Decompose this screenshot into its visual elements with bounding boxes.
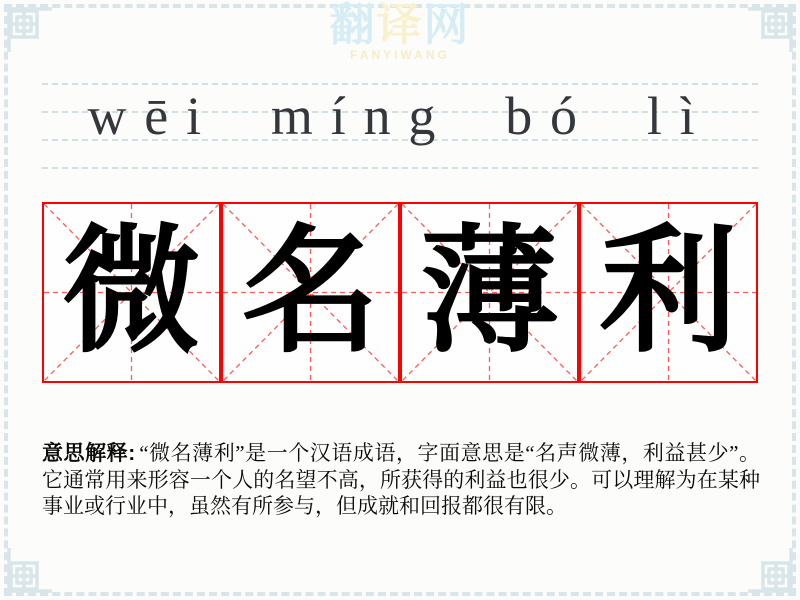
watermark-logo-text [329, 0, 471, 50]
meaning-explanation [42, 440, 760, 519]
pinyin-syllable-1: wēi [87, 86, 219, 146]
hanzi-character-3: 薄 [420, 215, 559, 369]
character-box-row [42, 202, 758, 383]
explanation-text: “微名薄利”是一个汉语成语，字面意思是“名声微薄，利益甚少”。它通常用来形容一个人的名望不高，所获得的利益也很少。可以理解为在某种事业或行业中，虽然有所参与，但成就和回报都很有限。 [42, 441, 761, 518]
watermark-subtext: FANYIWANG [350, 48, 450, 62]
character-box-1 [42, 202, 221, 383]
watermark-char-2: 译 [376, 0, 424, 50]
explanation-label: 意思解释: [42, 442, 136, 465]
fret-corner-top-right-icon [747, 3, 797, 53]
pinyin-syllable-3: bó [505, 86, 595, 146]
pinyin-text [0, 87, 800, 145]
pinyin-syllable-4: lì [646, 86, 713, 146]
pinyin-guide-line [42, 83, 758, 85]
hanzi-character-1: 微 [62, 215, 201, 369]
fret-corner-top-left-icon [3, 3, 53, 53]
character-box-3 [400, 202, 579, 383]
pinyin-guide-line [42, 167, 758, 169]
pinyin-syllable-2: míng [270, 86, 454, 146]
hanzi-character-4: 利 [599, 215, 738, 369]
fret-corner-bottom-left-icon [3, 547, 53, 597]
site-watermark-logo [329, 2, 470, 61]
character-box-4 [579, 202, 758, 383]
hanzi-character-2: 名 [241, 215, 380, 369]
watermark-char-3: 网 [423, 0, 471, 50]
watermark-char-1: 翻 [329, 0, 377, 50]
fret-corner-bottom-right-icon [747, 547, 797, 597]
character-box-2 [221, 202, 400, 383]
